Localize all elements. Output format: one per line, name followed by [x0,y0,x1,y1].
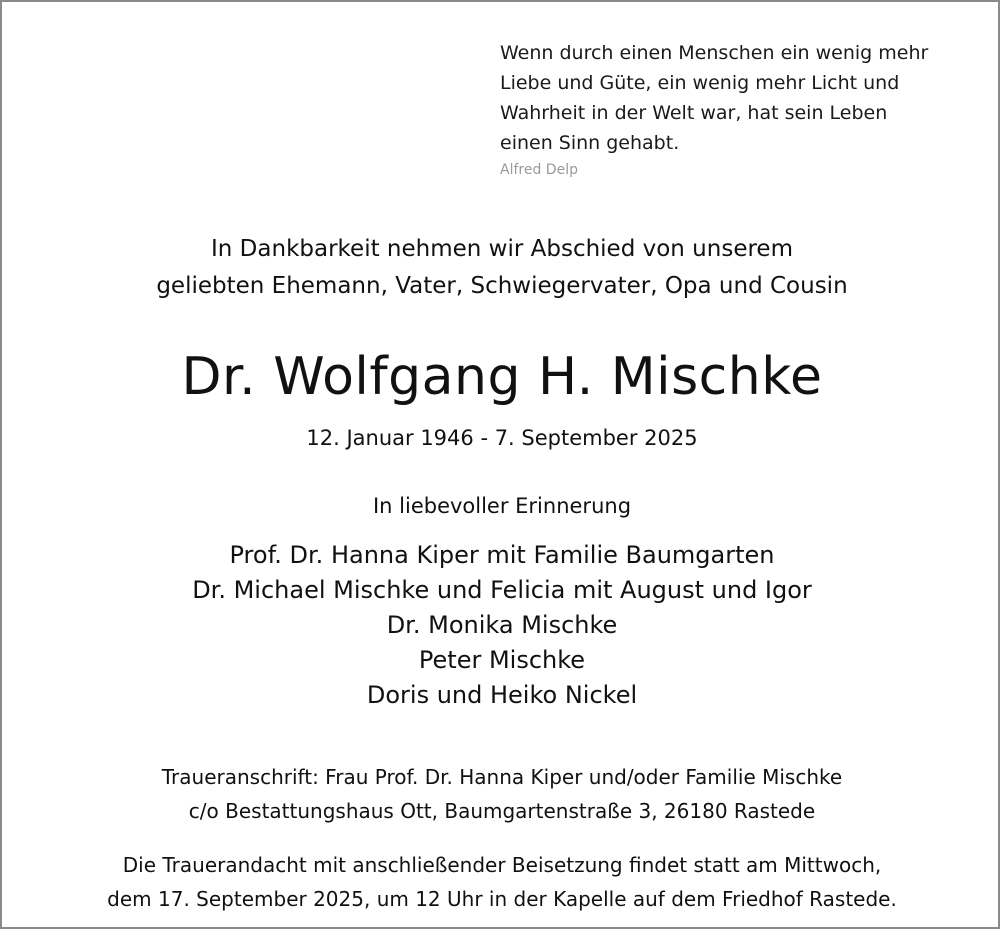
intro-text [2,231,1000,305]
service-line: dem 17. September 2025, um 12 Uhr in der Kapelle auf dem Friedhof Rastede. [107,887,897,911]
epigraph-quote [500,38,980,182]
mourner-entry: Peter Mischke [418,646,586,674]
quote-line: Wenn durch einen Menschen ein wenig mehr [500,42,929,64]
mourning-address [2,760,1000,828]
mourner-entry: Dr. Michael Mischke und Felicia mit August und Igor [192,576,812,604]
life-dates: 12. Januar 1946 - 7. September 2025 [306,426,698,450]
deceased-name: Dr. Wolfgang H. Mischke [181,347,823,407]
address-line: Traueranschrift: Frau Prof. Dr. Hanna Kiper und/oder Familie Mischke [161,765,843,789]
intro-line: In Dankbarkeit nehmen wir Abschied von unserem [211,236,793,262]
service-line: Die Trauerandacht mit anschließender Beisetzung findet statt am Mittwoch, [122,853,882,877]
address-line: c/o Bestattungshaus Ott, Baumgartenstraße 3, 26180 Rastede [188,799,816,823]
mourner-entry: Dr. Monika Mischke [386,611,618,639]
mourner-entry: Prof. Dr. Hanna Kiper mit Familie Baumgarten [229,541,775,569]
service-announcement [2,848,1000,916]
mourners-list [2,538,1000,713]
quote-line: einen Sinn gehabt. [500,132,680,154]
intro-line: geliebten Ehemann, Vater, Schwiegervater, Opa und Cousin [156,273,848,299]
quote-line: Wahrheit in der Welt war, hat sein Leben [500,102,888,124]
mourner-entry: Doris und Heiko Nickel [366,681,638,709]
memory-line: In liebevoller Erinnerung [372,494,632,518]
quote-author: Alfred Delp [500,162,578,178]
quote-line: Liebe und Güte, ein wenig mehr Licht und [500,72,900,94]
